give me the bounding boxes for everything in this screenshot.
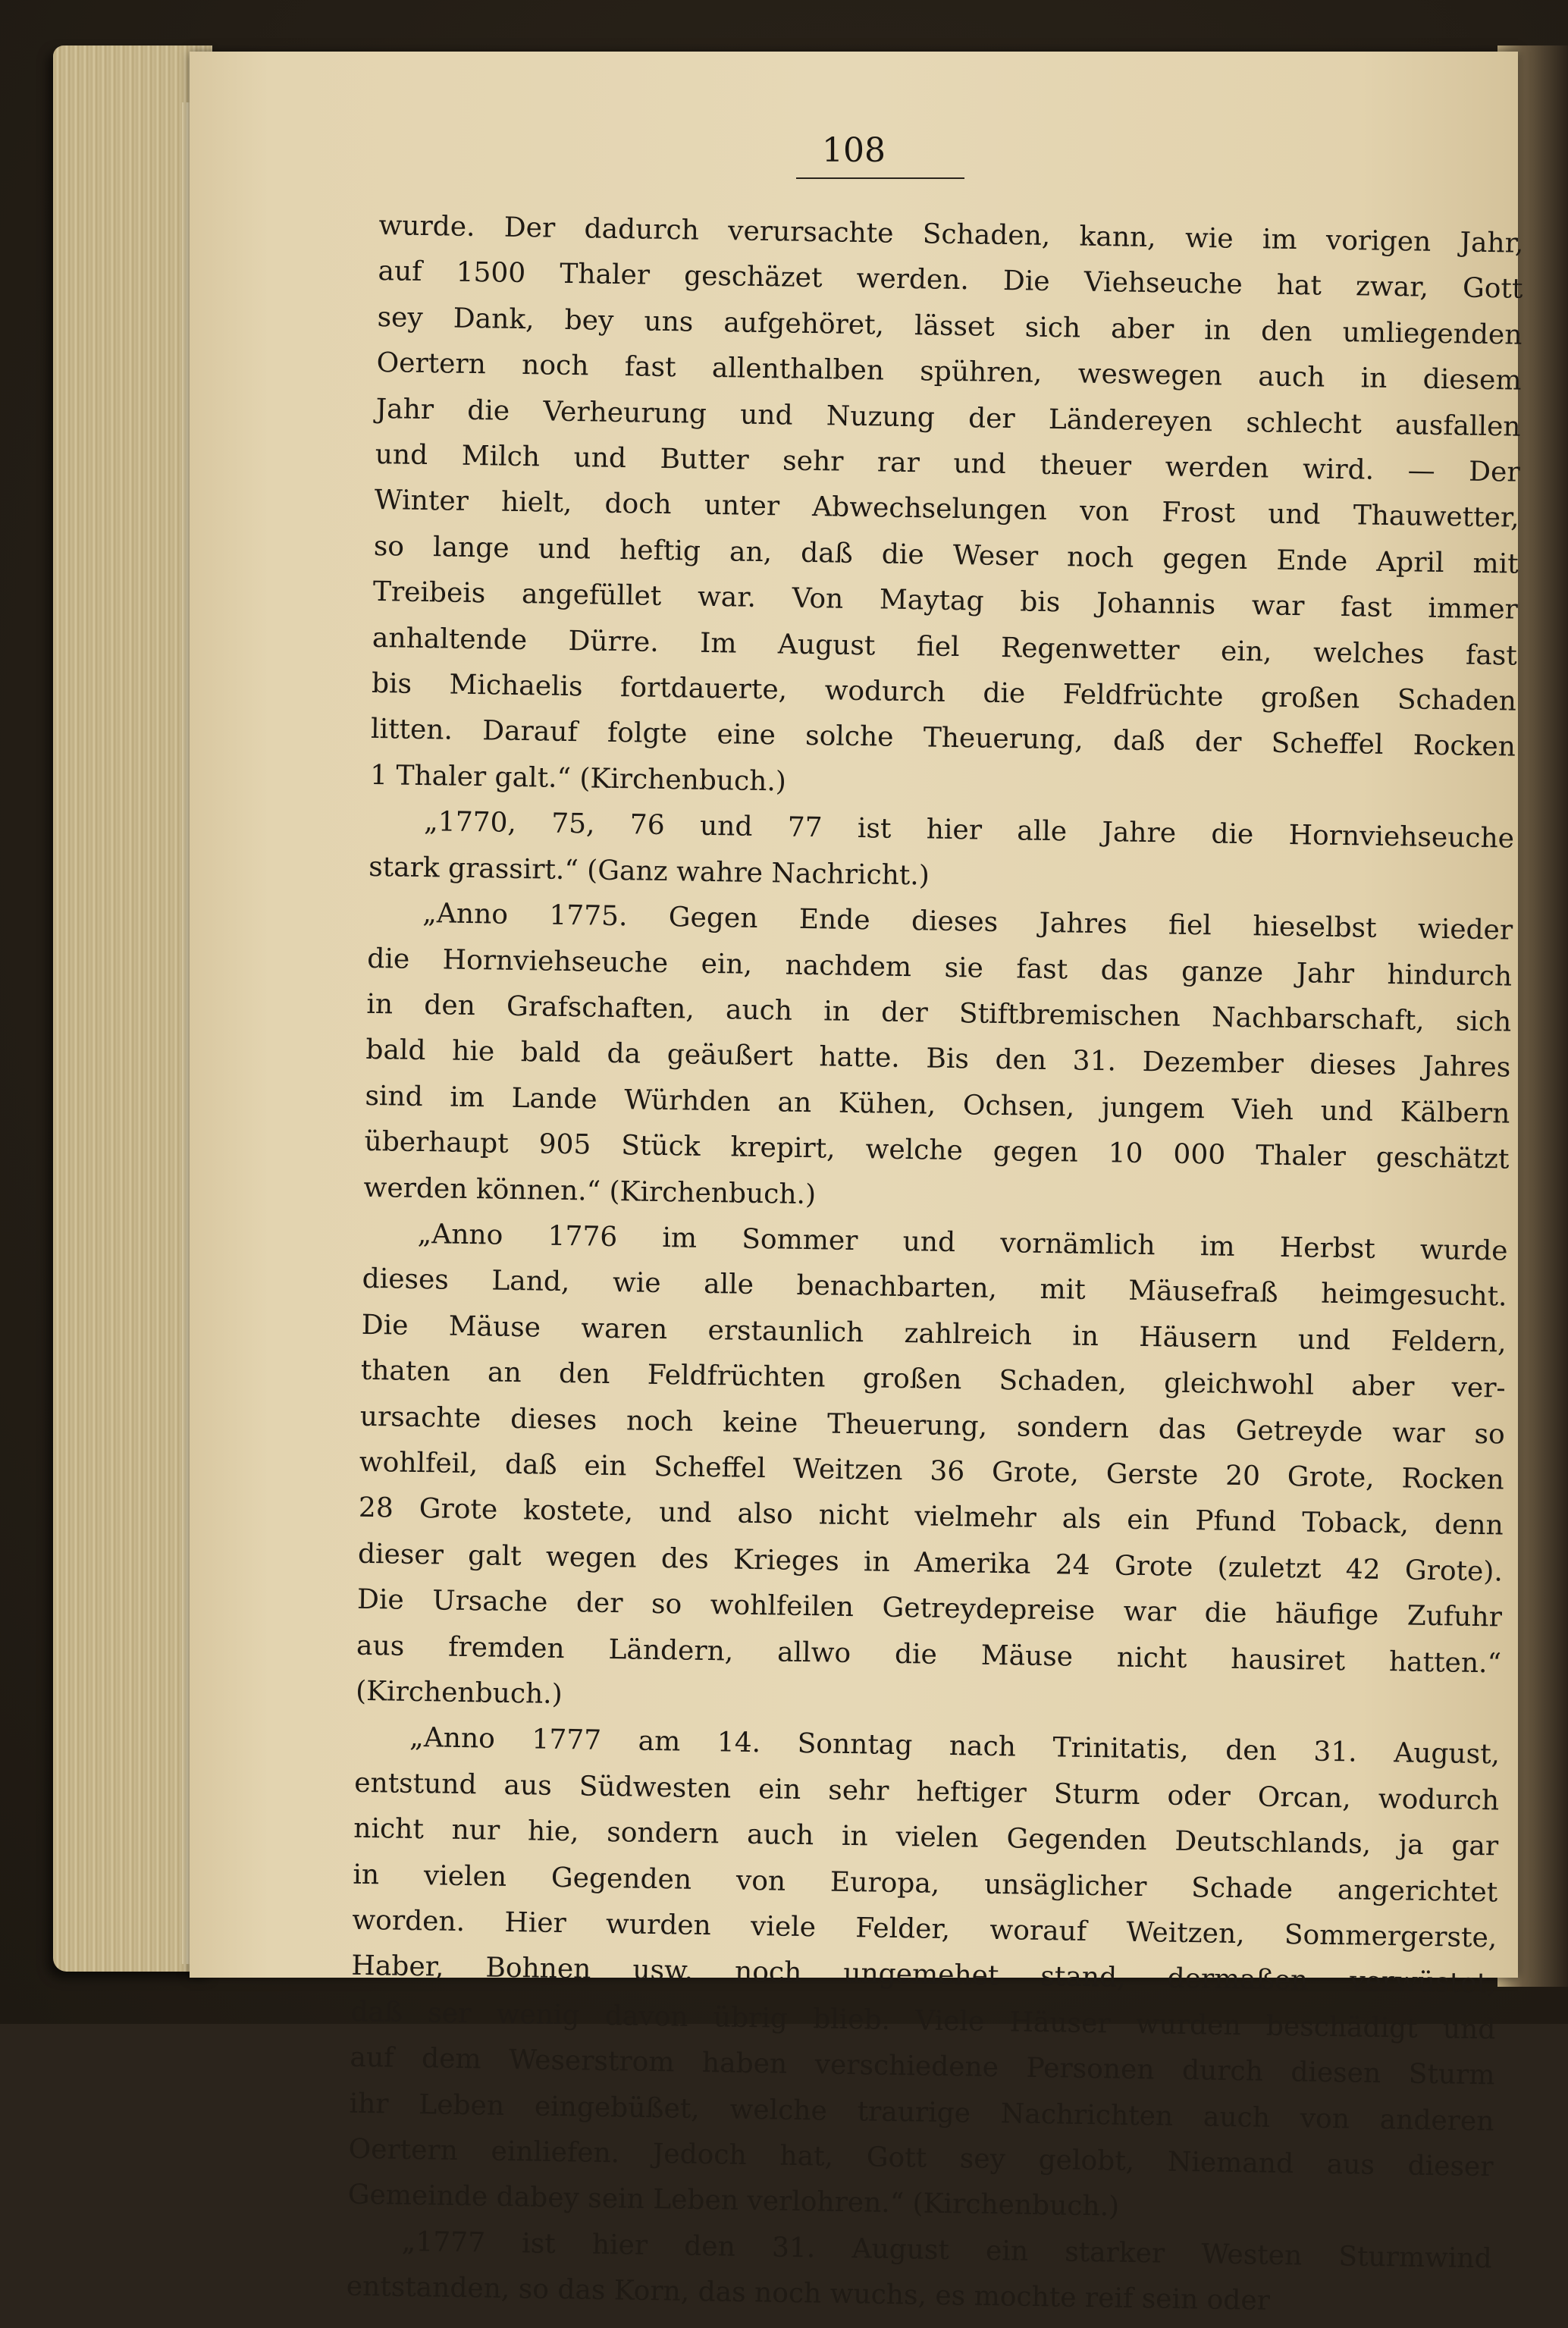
paragraph [347,1715,1500,2236]
paragraph [363,890,1513,1229]
text-line: bis Michaelis fortdauerte, wodurch die Feldfrüchte großen Schaden [371,667,1517,717]
text-line: wohlfeil, daß ein Scheffel Weitzen 36 Grote, Gerste 20 Grote, Rocken [359,1446,1505,1496]
text-line: ihr Leben eingebüßet, welche traurige Nachrichten auch von anderen [349,2088,1494,2138]
text-line: sind im Lande Würhden an Kühen, Ochsen, jungem Vieh und Kälbern [365,1080,1510,1130]
text-line: „1777 ist hier den 31. August ein starker Westen Sturmwind [401,2226,1492,2275]
paragraph [346,2219,1492,2328]
text-line: wurde. Der dadurch verursachte Schaden, kann, wie im vorigen Jahr, [378,209,1524,259]
text-line: Die Mäuse waren erstaunlich zahlreich in Häusern und Feldern, [361,1309,1507,1359]
text-line: auf dem Weserstrom haben verschiedene Personen durch diesen Sturm [350,2041,1495,2091]
text-line: Treibeis angefüllet war. Von Maytag bis Johannis war fast immer [372,576,1519,626]
text-line: in den Grafschaften, auch in der Stiftbremischen Nachbarschaft, sich [366,988,1512,1038]
text-line: litten. Darauf folgte eine solche Theuerung, daß der Scheffel Rocken [370,714,1516,764]
text-line: ursachte dieses noch keine Theuerung, sondern das Getreyde war so [359,1401,1506,1451]
text-line: nicht nur hie, sondern auch in vielen Gegenden Deutschlands, ja gar [353,1812,1499,1862]
page-number: 108 [822,131,886,170]
text-line: in vielen Gegenden von Europa, unsäglicher Schade angerichtet [353,1859,1498,1909]
text-line: „1770, 75, 76 und 77 ist hier alle Jahre die Hornviehseuche [423,806,1515,855]
text-line: dieser galt wegen des Krieges in Amerika 24 Grote (zuletzt 42 Grote). [357,1538,1504,1588]
book-page-edges [53,45,212,1972]
paragraph [356,1211,1508,1733]
text-line: Gemeinde dabey sein Leben verlohren.“ (Kirchenbuch.) [347,2179,1120,2223]
text-line: thaten an den Feldfrüchten großen Schaden, gleichwohl aber ver- [360,1354,1506,1404]
text-line: „Anno 1777 am 14. Sonntag nach Trinitatis, den 31. August, [409,1722,1501,1771]
text-line: 1 Thaler galt.“ (Kirchenbuch.) [369,759,787,798]
paragraph [370,203,1524,817]
text-line: anhaltende Dürre. Im August fiel Regenwetter ein, welches fast [372,622,1518,672]
text-line: Jahr die Verheurung und Nuzung der Ländereyen schlecht ausfallen [375,393,1521,443]
text-line: worden. Hier wurden viele Felder, worauf Weitzen, Sommergerste, [352,1904,1497,1954]
text-line: Winter hielt, doch unter Abwechselungen von Frost und Thauwetter, [374,485,1519,535]
text-line: Oertern einliefen. Jedoch hat, Gott sey gelobt, Niemand aus dieser [348,2133,1494,2183]
text-line: (Kirchenbuch.) [355,1675,563,1711]
text-line: Haber, Bohnen usw. noch ungemehet stand, dermaßen verwüstet, [351,1950,1497,2000]
text-line: sey Dank, bey uns aufgehöret, lässet sich aber in den umliegenden [377,301,1523,351]
text-line: stark grassirt.“ (Ganz wahre Nachricht.) [368,851,930,892]
text-line: und Milch und Butter sehr rar und theuer werden wird. — Der [375,438,1520,488]
text-line: überhaupt 905 Stück krepirt, welche gegen 10 000 Thaler geschätzt [364,1125,1510,1175]
text-line: so lange und heftig an, daß die Weser noch gegen Ende April mit [373,530,1519,580]
text-line: werden können.“ (Kirchenbuch.) [363,1172,817,1210]
text-line: Oertern noch fast allenthalben spühren, weswegen auch in diesem [376,347,1522,397]
book-page [190,52,1524,2317]
text-line: entstanden, so das Korn, das noch wuchs, es mochte reif sein oder [346,2270,1271,2317]
text-line: dieses Land, wie alle benachbarten, mit Mäusefraß heimgesucht. [362,1263,1507,1313]
text-line: entstund aus Südwesten ein sehr heftiger Sturm oder Orcan, wodurch [353,1767,1500,1817]
text-line: Die Ursache der so wohlfeilen Getreydepreise war die häufige Zufuhr [356,1583,1503,1633]
text-line: die Hornviehseuche ein, nachdem sie fast das ganze Jahr hindurch [367,943,1513,993]
body-text [346,203,1523,2328]
paragraph [368,798,1515,908]
text-line: „Anno 1776 im Sommer und vornämlich im Herbst wurde [417,1218,1508,1267]
text-line: 28 Grote kostete, und also nicht vielmehr als ein Pfund Toback, denn [358,1492,1504,1542]
text-line: auf 1500 Thaler geschäzet werden. Die Viehseuche hat zwar, Gott [378,256,1523,306]
page-number-rule [796,177,964,179]
text-line: bald hie bald da geäußert hatte. Bis den 31. Dezember dieses Jahres [365,1034,1511,1084]
text-line: daß ser wenig davon übrig blieb. Viele Häuser wurden beschädigt und [350,1996,1496,2046]
text-line: aus fremden Ländern, allwo die Mäuse nicht hausiret hatten.“ [356,1630,1502,1680]
text-line: „Anno 1775. Gegen Ende dieses Jahres fiel hieselbst wieder [422,898,1513,946]
